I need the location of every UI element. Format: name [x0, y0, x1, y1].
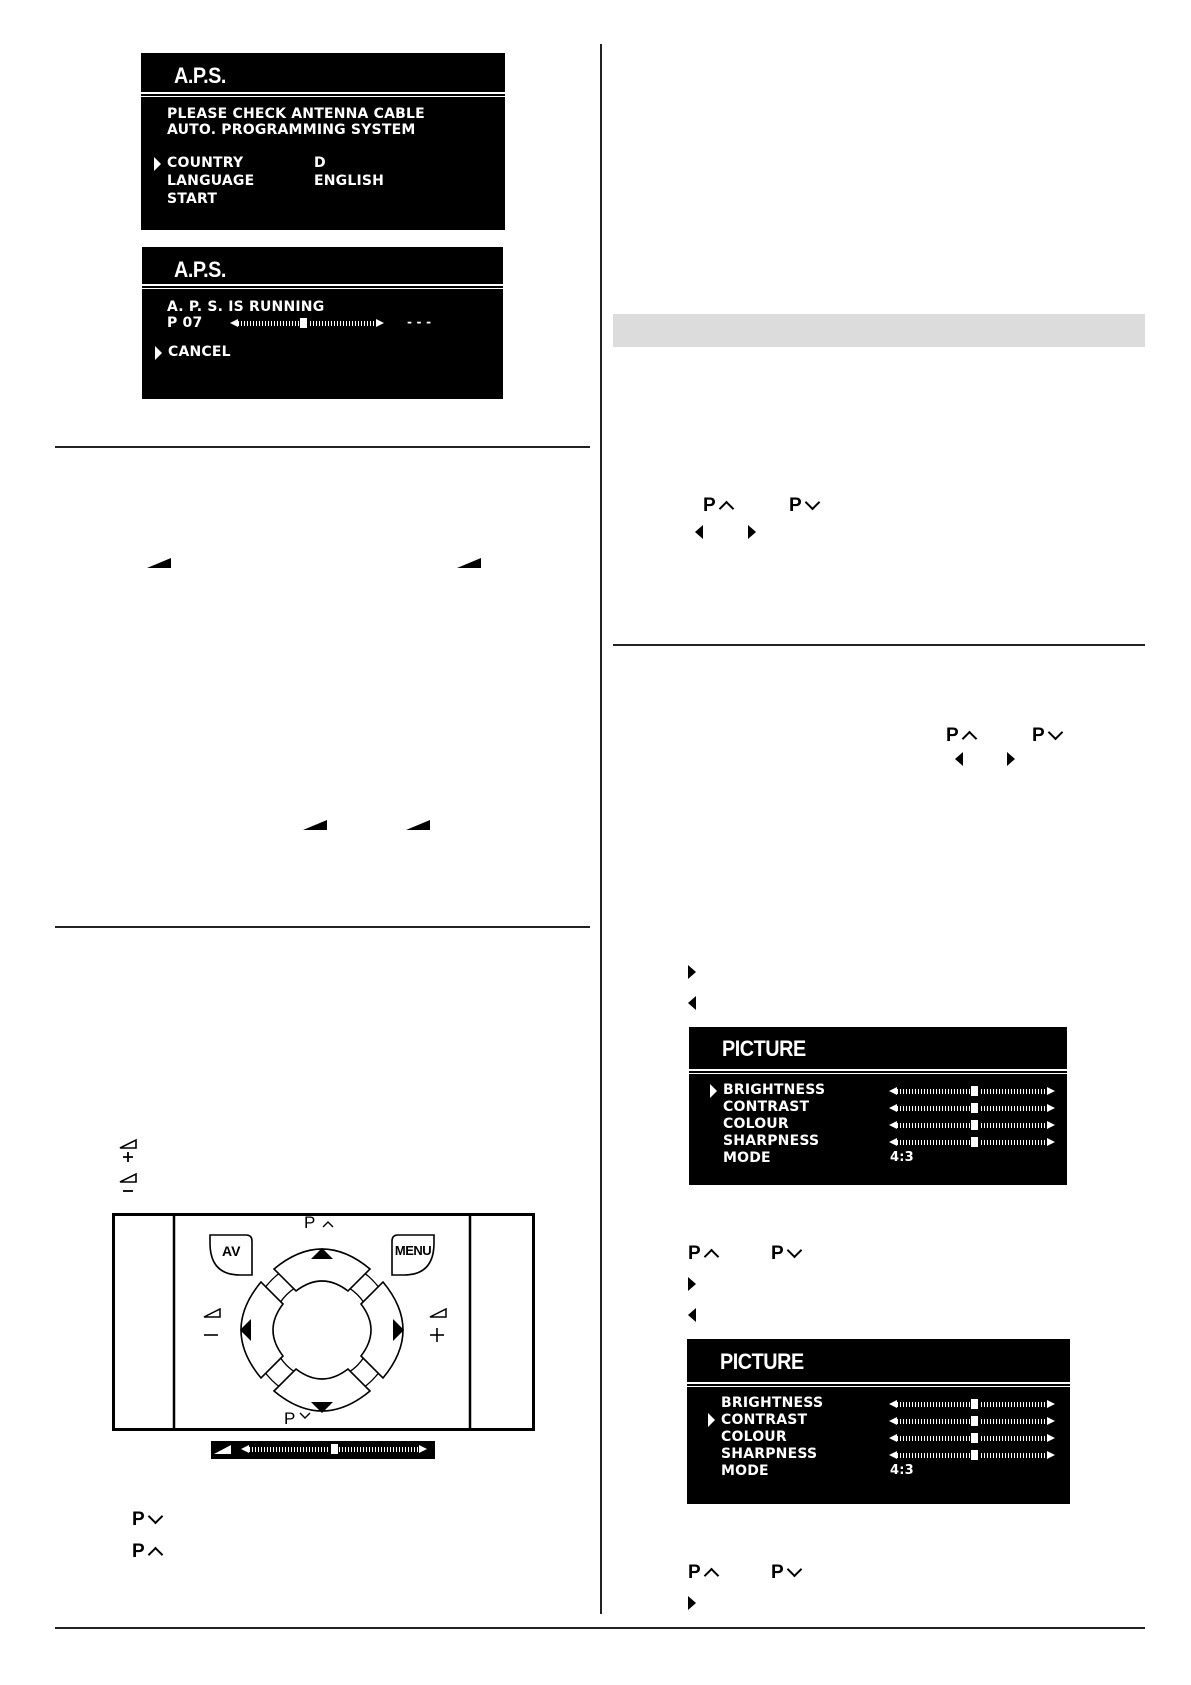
volume-down-button[interactable]	[221, 1282, 283, 1378]
program-down-symbol: P	[132, 1509, 161, 1531]
frequency-dashes: - - -	[407, 315, 432, 329]
program-up-symbol: P	[946, 725, 975, 747]
section-rule	[55, 926, 590, 928]
brightness-slider[interactable]	[889, 1400, 1055, 1409]
left-arrow-icon	[955, 752, 963, 766]
section-rule	[55, 446, 590, 448]
menu-item-label[interactable]: BRIGHTNESS	[723, 1082, 826, 1098]
menu-button[interactable]: MENU	[394, 1243, 432, 1258]
osd-title-rule	[142, 284, 503, 286]
right-arrow-icon	[688, 1596, 696, 1610]
osd-text: PLEASE CHECK ANTENNA CABLE	[167, 106, 425, 122]
program-down-label: P	[284, 1409, 296, 1428]
volume-up-button[interactable]	[361, 1282, 423, 1378]
left-arrow-icon	[688, 996, 696, 1010]
volume-icon	[147, 558, 171, 568]
program-down-symbol: P	[771, 1562, 800, 1584]
aps-screen	[141, 53, 505, 230]
osd-title-rule	[142, 288, 503, 289]
osd-title: A.P.S.	[174, 257, 226, 282]
channel-down-button[interactable]	[274, 1369, 370, 1427]
aps-running-screen	[142, 247, 503, 399]
volume-icon	[303, 820, 327, 830]
section-rule	[613, 644, 1145, 646]
column-divider	[600, 44, 602, 1614]
right-arrow-icon	[748, 525, 756, 539]
menu-pointer-icon	[708, 1413, 715, 1427]
menu-item-label[interactable]: COLOUR	[721, 1429, 787, 1445]
colour-slider[interactable]	[889, 1434, 1055, 1443]
contrast-slider[interactable]	[889, 1104, 1055, 1113]
program-up-symbol: P	[688, 1243, 717, 1265]
menu-item-label[interactable]: COLOUR	[723, 1116, 789, 1132]
menu-pointer-icon	[155, 346, 162, 360]
sharpness-slider[interactable]	[889, 1138, 1055, 1147]
program-up-symbol: P	[132, 1541, 161, 1563]
left-arrow-icon	[695, 525, 703, 539]
osd-title-rule	[689, 1073, 1067, 1074]
osd-title: PICTURE	[722, 1036, 806, 1061]
volume-icon	[457, 558, 481, 568]
colour-slider[interactable]	[889, 1121, 1055, 1130]
menu-pointer-icon	[154, 157, 161, 171]
program-down-symbol: P	[771, 1243, 800, 1265]
program-down-symbol: P	[1032, 725, 1061, 747]
right-arrow-icon	[688, 965, 696, 979]
menu-pointer-icon	[710, 1084, 717, 1098]
volume-icon	[406, 820, 430, 830]
osd-title-rule	[687, 1386, 1070, 1387]
osd-status-text: A. P. S. IS RUNNING	[167, 299, 325, 315]
menu-item-label[interactable]: COUNTRY	[167, 155, 244, 171]
contrast-slider[interactable]	[889, 1417, 1055, 1426]
brightness-slider[interactable]	[889, 1087, 1055, 1096]
menu-item-label[interactable]: CONTRAST	[723, 1099, 810, 1115]
program-number: P 07	[167, 315, 203, 331]
osd-title-rule	[141, 96, 505, 97]
program-up-symbol: P	[703, 495, 732, 517]
remote-panel	[112, 1213, 535, 1436]
menu-item-label[interactable]: CONTRAST	[721, 1412, 808, 1428]
volume-bar	[211, 1441, 435, 1459]
footer-rule	[55, 1627, 1145, 1629]
menu-item-label[interactable]: MODE	[723, 1150, 771, 1166]
left-arrow-icon	[688, 1308, 696, 1322]
aps-progress-bar	[230, 319, 384, 328]
osd-title-rule	[689, 1069, 1067, 1071]
osd-text: AUTO. PROGRAMMING SYSTEM	[167, 122, 416, 138]
osd-title: A.P.S.	[174, 63, 226, 88]
osd-title-rule	[687, 1382, 1070, 1384]
menu-item-label[interactable]: BRIGHTNESS	[721, 1395, 824, 1411]
cancel-option[interactable]: CANCEL	[168, 344, 231, 360]
right-arrow-icon	[1007, 752, 1015, 766]
mode-value: 4:3	[890, 1463, 914, 1478]
menu-item-value: ENGLISH	[314, 173, 385, 189]
menu-item-label[interactable]: MODE	[721, 1463, 769, 1479]
channel-up-button[interactable]	[274, 1233, 370, 1291]
av-button[interactable]: AV	[222, 1243, 241, 1259]
right-arrow-icon	[688, 1277, 696, 1291]
volume-up-icon	[118, 1138, 140, 1169]
section-heading-band	[613, 314, 1145, 347]
picture-menu-screen	[687, 1339, 1070, 1504]
volume-slider	[241, 1445, 427, 1454]
menu-item-label[interactable]: LANGUAGE	[167, 173, 255, 189]
program-up-label: P	[304, 1213, 316, 1232]
program-up-symbol: P	[688, 1562, 717, 1584]
volume-down-icon	[118, 1172, 140, 1203]
menu-item-label[interactable]: START	[167, 191, 218, 207]
osd-title-rule	[141, 92, 505, 94]
menu-item-label[interactable]: SHARPNESS	[721, 1446, 818, 1462]
picture-menu-screen	[689, 1027, 1067, 1185]
program-down-symbol: P	[789, 495, 818, 517]
sharpness-slider[interactable]	[889, 1451, 1055, 1460]
menu-item-value: D	[314, 155, 326, 171]
mode-value: 4:3	[890, 1150, 914, 1165]
menu-item-label[interactable]: SHARPNESS	[723, 1133, 820, 1149]
osd-title: PICTURE	[720, 1349, 804, 1374]
